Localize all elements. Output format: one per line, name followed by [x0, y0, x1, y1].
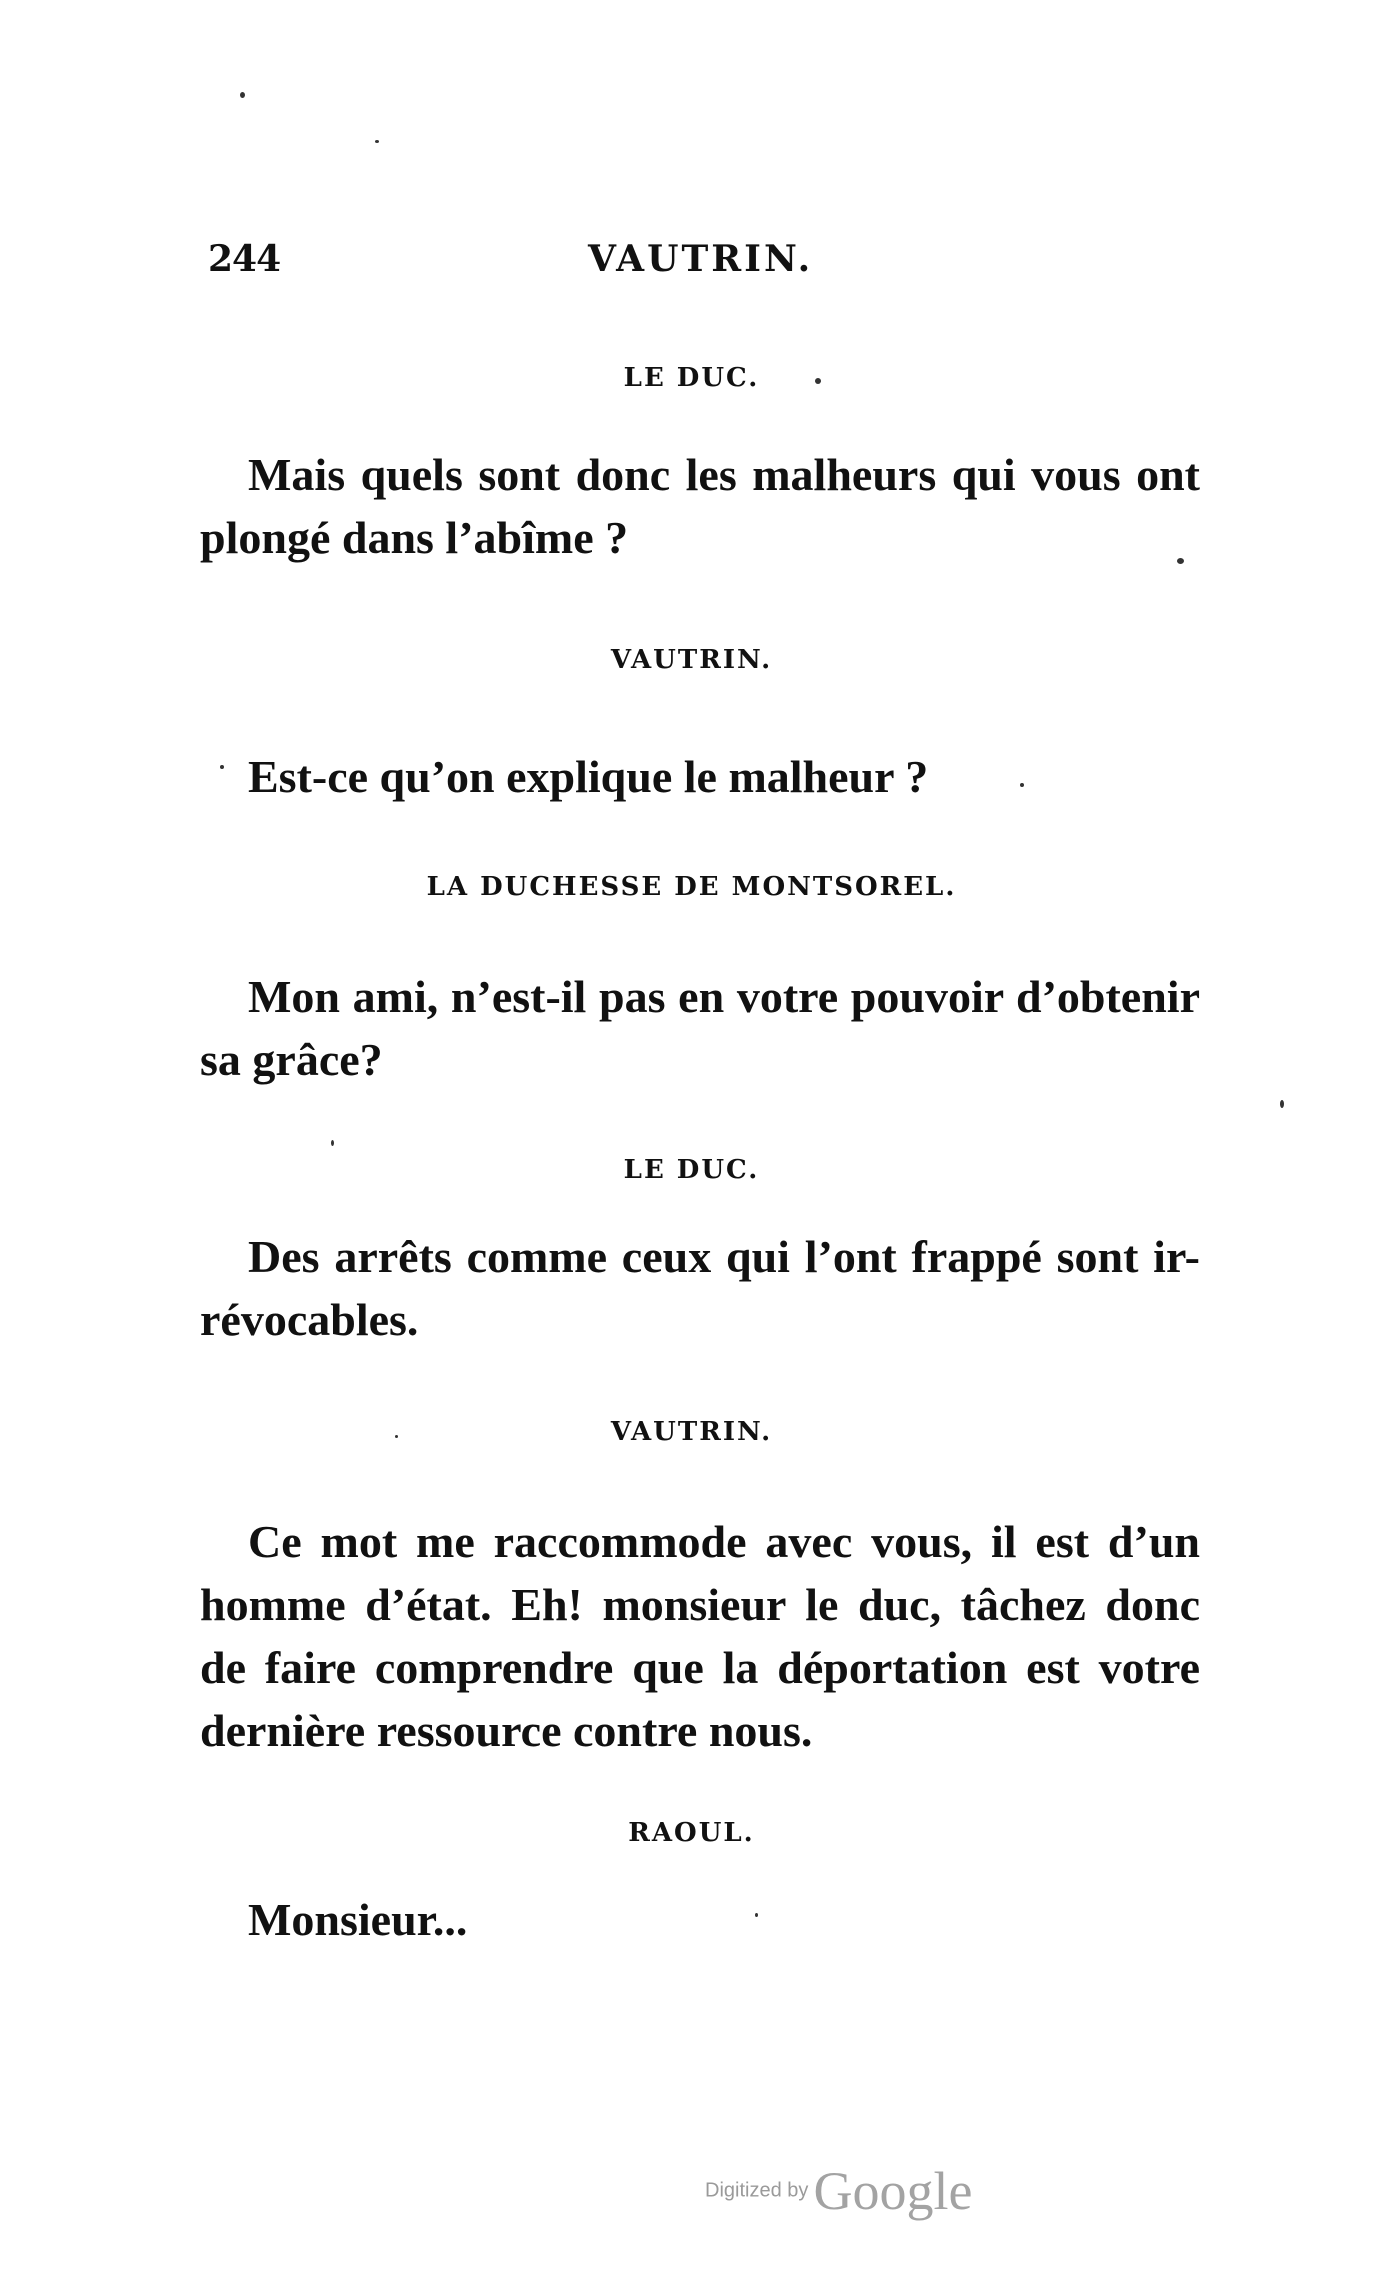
speech-text	[200, 1225, 1200, 1351]
speech-line: sa grâce?	[200, 1034, 383, 1085]
speech-line: homme d’état. Eh! monsieur le duc, tâchez donc	[200, 1579, 1200, 1630]
digitized-by-text: Digitized by	[705, 2179, 809, 2202]
scan-speck	[331, 1140, 334, 1146]
speech-line: Mon ami, n’est-il pas en votre pouvoir d’obtenir	[248, 971, 1200, 1022]
running-title: VAUTRIN.	[588, 238, 814, 280]
scan-speck	[240, 92, 245, 98]
speech-line: Ce mot me raccommode avec vous, il est d’un	[248, 1516, 1200, 1567]
speech-line: plongé dans l’abîme ?	[200, 512, 629, 563]
page-number: 244	[208, 238, 281, 280]
speech-line: Mais quels sont donc les malheurs qui vous ont	[248, 449, 1200, 500]
speech-line: de faire comprendre que la déportation est votre	[200, 1642, 1200, 1693]
speech-line: Est-ce qu’on explique le malheur ?	[248, 751, 929, 802]
scan-speck	[755, 1913, 758, 1917]
scan-speck	[375, 140, 379, 143]
speech-text	[200, 745, 1200, 808]
speech-line: révocables.	[200, 1294, 419, 1345]
scan-speck	[1177, 558, 1184, 564]
speaker-name: VAUTRIN.	[610, 1417, 773, 1447]
speaker-name: LE DUC.	[623, 363, 760, 393]
speech-line: Des arrêts comme ceux qui l’ont frappé sont ir-	[248, 1231, 1200, 1282]
speaker-name: LA DUCHESSE DE MONTSOREL.	[426, 872, 957, 902]
speaker-name: LE DUC.	[623, 1155, 760, 1185]
scan-speck	[395, 1435, 398, 1438]
speech-line: Monsieur...	[248, 1894, 468, 1945]
speaker-name: VAUTRIN.	[610, 645, 773, 675]
running-header	[208, 238, 1208, 298]
speech-text	[200, 1888, 1200, 1951]
google-logo: Google	[813, 2161, 973, 2221]
speech-text	[200, 1510, 1200, 1762]
scan-speck	[1280, 1100, 1284, 1108]
digitized-watermark	[705, 2160, 972, 2222]
scan-speck	[1020, 783, 1024, 787]
speech-text	[200, 443, 1200, 569]
scan-speck	[220, 765, 224, 769]
speaker-name: RAOUL.	[628, 1818, 755, 1848]
scan-speck	[815, 378, 821, 384]
speech-line: dernière ressource contre nous.	[200, 1705, 813, 1756]
speech-text	[200, 965, 1200, 1091]
